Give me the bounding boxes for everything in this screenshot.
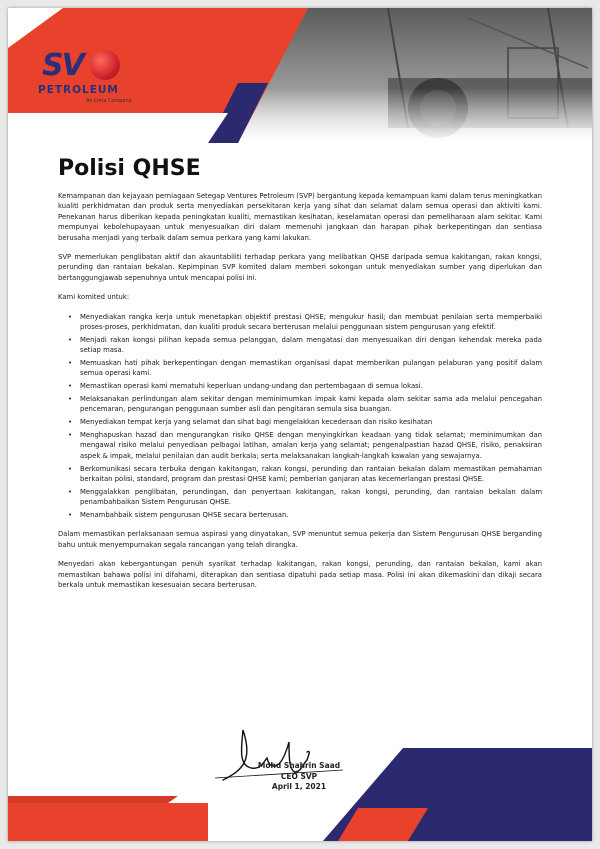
signatory-block <box>208 761 390 793</box>
intro-paragraph: Kemampanan dan kejayaan perniagaan Setegap Ventures Petroleum (SVP) bergantung kepada kemampuan kami dalam terus meningkatkan kualiti perkhidmatan dan produk serta menyediakan persekitaran kerja yang sihat dan selamat dalam semua operasi dan aktiviti kami. Penekanan harus diberikan kepada peningkatan kualiti, memastikan kesihatan, keselamatan operasi dan pemeliharaan alam sekitar. Kami mempunyai kebolehupayaan untuk menyesuaikan diri dalam memenuhi jangkaan dan harapan pihak berkepentingan dan sentiasa berusaha menjadi yang terbaik dalam semua perkara yang kami lakukan. <box>58 192 542 242</box>
list-item: • Memastikan operasi kami mematuhi keperluan undang-undang dan pertembagaan di semua lokasi. <box>70 381 542 391</box>
signatory-date: April 1, 2021 <box>271 782 327 791</box>
page-title: Polisi QHSE <box>58 156 201 181</box>
list-item: • Menyediakan rangka kerja untuk menetapkan objektif prestasi QHSE; mengukur hasil; dan membuat penilaian serta memperbaiki proses-proses, perkhidmatan, dan kualiti produk secara berterusan melalui penggunaan sistem pengurusan yang efektif. <box>70 312 542 333</box>
list-item: • Menggalakkan penglibatan, perundingan, dan penyertaan kakitangan, rakan kongsi, perunding, dan rantaian bekalan dalam penambahbaikan Sistem Pengurusan QHSE. <box>70 487 542 508</box>
list-item: • Menyediakan tempat kerja yang selamat dan sihat bagi mengelakkan kecederaan dan risiko kesihatan <box>70 417 542 427</box>
policy-document <box>8 8 592 841</box>
implementation-paragraph: Dalam memastikan perlaksanaan semua aspirasi yang dinyatakan, SVP menuntut semua pekerja dan Sistem Pengurusan QHSE berganding bahu untuk menyempurnakan segala rancangan yang telah dirangka. <box>58 530 542 549</box>
list-item: • Menghapuskan hazad dan mengurangkan risiko QHSE dengan menyingkirkan keadaan yang tidak selamat; meminimumkan dan mengawal risiko melalui penyediaan pelbagai latihan, amalan kerja yang selamat; pengenalpastian hazad QHSE, risiko, penaksiran aspek & impak, melalui penilaian dan audit berkala; serta melaksanakan langkah-langkah kawalan yang sewajarnya. <box>70 430 542 461</box>
involvement-paragraph: SVP memerlukan penglibatan aktif dan akauntabiliti terhadap perkara yang melibatkan QHSE daripada semua kakitangan, rakan kongsi, perunding dan rantaian bekalan. Kepimpinan SVP komited dalam memberi sokongan untuk menyediakan sumber yang diperlukan dan bertanggungjawab sepenuhnya untuk mencapai polisi ini. <box>58 253 542 282</box>
logo-sv-text: SV <box>42 48 83 83</box>
policy-body <box>58 191 542 600</box>
signatory-name: Mohd Shahrin Saad <box>257 761 341 770</box>
globe-icon <box>90 50 120 80</box>
list-item: • Menjadi rakan kongsi pilihan kepada semua pelanggan, dalam mengatasi dan menyesuaikan diri dengan kehendak mereka pada setiap masa. <box>70 335 542 356</box>
closing-paragraph: Menyedari akan kebergantungan penuh syarikat terhadap kakitangan, rakan kongsi, perunding, dan rantaian bekalan, kami akan memastikan bahawa polisi ini difahami, diterapkan dan sentiasa dipatuhi pada setiap masa. Polisi ini akan dikemaskini dan dikaji secara berkala untuk memastikan kesesuaian secara berterusan. <box>58 560 542 590</box>
logo-tagline: An Lima Company <box>86 98 132 104</box>
list-item: • Memuaskan hati pihak berkepentingan dengan memastikan organisasi dapat memberikan pulangan pelaburan yang positif dalam semua operasi kami. <box>70 358 542 379</box>
list-item: • Berkomunikasi secara terbuka dengan kakitangan, rakan kongsi, perunding dan rantaian bekalan dalam memastikan pemahaman berkaitan polisi, standard, program dan prestasi QHSE kami; pemberian ganjaran atas kecemerlangan prestasi QHSE. <box>70 464 542 485</box>
list-item: • Melaksanakan perlindungan alam sekitar dengan meminimumkan impak kami kepada alam sekitar sama ada melalui pencegahan pencemaran, pengurangan penggunaan sumber asli dan pengitaran semula sisa buangan. <box>70 394 542 415</box>
signatory-position: CEO SVP <box>280 771 318 781</box>
commitment-intro: Kami komited untuk: <box>58 293 130 302</box>
commitment-list <box>58 312 542 521</box>
logo-brand-text: PETROLEUM <box>38 84 119 96</box>
svp-logo <box>36 48 156 110</box>
list-item: • Menambahbaik sistem pengurusan QHSE secara berterusan. <box>70 510 542 520</box>
